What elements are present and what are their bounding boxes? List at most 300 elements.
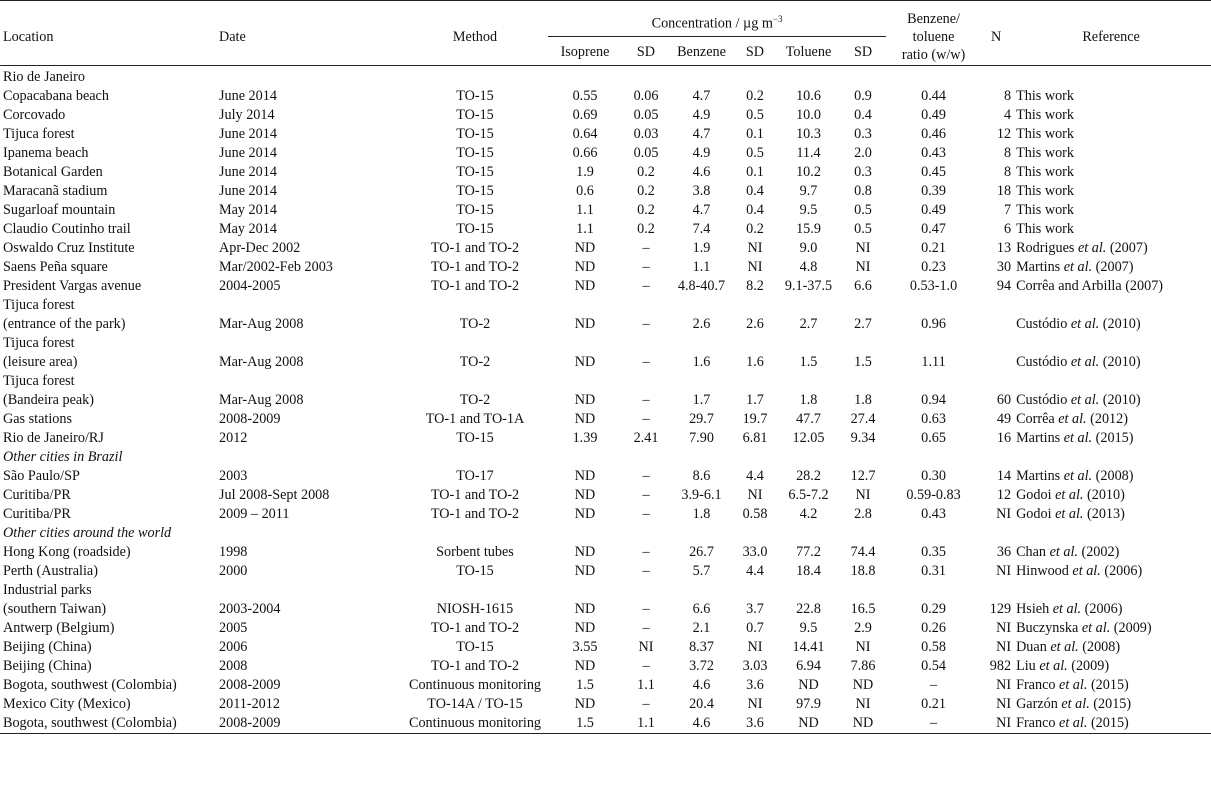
reference-year: (2010) — [1099, 315, 1141, 332]
cell-sd-toluene: 1.8 — [854, 391, 872, 408]
cell-reference — [1011, 695, 1211, 714]
cell-location: Beijing (China) — [3, 657, 92, 674]
cell-toluene: 12.05 — [792, 429, 825, 446]
header-toluene: Toluene — [785, 43, 832, 60]
cell-sd-toluene: 0.4 — [854, 106, 872, 123]
cell-sd-benzene: NI — [747, 239, 763, 256]
cell-isoprene: ND — [574, 486, 596, 503]
section-row — [0, 448, 1211, 467]
cell-sd-toluene: 2.0 — [854, 144, 872, 161]
cell-ratio: 0.45 — [921, 163, 946, 180]
cell-isoprene: 0.64 — [572, 125, 598, 142]
reference-etal: et al. — [1081, 619, 1111, 636]
header-reference: Reference — [1082, 29, 1140, 46]
cell-toluene: 28.2 — [796, 467, 821, 484]
cell-ratio: 0.21 — [921, 695, 946, 712]
cell-sd-benzene: 0.1 — [746, 125, 764, 142]
cell-sd-toluene: 2.8 — [854, 505, 872, 522]
table-row — [0, 277, 1211, 296]
cell-location: Corcovado — [3, 106, 66, 123]
cell-benzene: 8.6 — [692, 467, 711, 484]
table-row — [0, 125, 1211, 144]
cell-benzene: 29.7 — [689, 410, 714, 427]
reference-etal: et al. — [1077, 239, 1107, 256]
cell-date: 2009 – 2011 — [219, 505, 290, 522]
reference-author: Corrêa — [1016, 410, 1059, 427]
cell-date: Jul 2008-Sept 2008 — [219, 486, 330, 503]
cell-n: 60 — [996, 391, 1012, 408]
reference-year: (2010) — [1083, 486, 1125, 503]
cell-benzene: 1.1 — [692, 258, 711, 275]
cell-isoprene: ND — [574, 258, 596, 275]
cell-location: Saens Peña square — [3, 258, 108, 275]
cell-reference — [1011, 125, 1211, 144]
table-row — [0, 353, 1211, 372]
cell-date: 2003-2004 — [219, 600, 281, 617]
cell-sd-benzene: 4.4 — [746, 562, 764, 579]
cell-date: Mar-Aug 2008 — [219, 353, 304, 370]
cell-sd-isoprene: – — [642, 258, 650, 275]
cell-sd-toluene: ND — [852, 714, 874, 731]
cell-n: 30 — [996, 258, 1012, 275]
cell-method: TO-15 — [456, 106, 494, 123]
cell-ratio: 0.39 — [921, 182, 946, 199]
cell-method: TO-1 and TO-2 — [430, 505, 520, 522]
cell-n: 982 — [989, 657, 1012, 674]
cell-isoprene: ND — [574, 657, 596, 674]
reference-author: This work — [1016, 201, 1074, 218]
cell-sd-benzene: 0.58 — [742, 505, 768, 522]
reference-etal: et al. — [1063, 258, 1093, 275]
cell-isoprene: ND — [574, 467, 596, 484]
cell-location: São Paulo/SP — [3, 467, 80, 484]
cell-date: May 2014 — [219, 220, 277, 237]
cell-ratio: 0.29 — [921, 600, 946, 617]
cell-location: Hong Kong (roadside) — [3, 543, 131, 560]
cell-benzene: 4.7 — [692, 87, 711, 104]
reference-year: (2006) — [1081, 600, 1123, 617]
cell-n: 94 — [996, 277, 1012, 294]
cell-toluene: 6.5-7.2 — [788, 486, 829, 503]
cell-sd-isoprene: 0.2 — [637, 220, 655, 237]
cell-location: Curitiba/PR — [3, 505, 71, 522]
header-location: Location — [3, 29, 54, 46]
cell-ratio: 0.26 — [921, 619, 946, 636]
cell-sd-toluene: 9.34 — [850, 429, 876, 446]
reference-etal: et al. — [1061, 695, 1090, 712]
cell-method: TO-2 — [459, 315, 491, 332]
cell-toluene: 10.3 — [796, 125, 821, 142]
cell-n: NI — [996, 638, 1012, 655]
cell-method: TO-14A / TO-15 — [427, 695, 523, 712]
reference-author: This work — [1016, 125, 1074, 142]
header-ratio-line3: ratio (w/w) — [901, 47, 966, 63]
table-row — [0, 410, 1211, 429]
cell-sd-isoprene: 0.2 — [637, 163, 655, 180]
cell-sd-isoprene: 1.1 — [637, 676, 655, 693]
cell-sd-toluene: NI — [855, 258, 871, 275]
cell-reference — [1011, 486, 1211, 505]
cell-benzene: 3.9-6.1 — [681, 486, 722, 503]
cell-isoprene: 1.9 — [576, 163, 594, 180]
reference-etal: et al. — [1063, 467, 1093, 484]
cell-sd-benzene: 0.4 — [746, 201, 764, 218]
cell-date: June 2014 — [219, 125, 277, 142]
section-row — [0, 334, 1211, 353]
cell-sd-isoprene: 0.2 — [637, 182, 655, 199]
section-label: Rio de Janeiro — [3, 68, 85, 85]
cell-sd-toluene: 6.6 — [854, 277, 872, 294]
cell-method: TO-15 — [456, 125, 494, 142]
reference-etal: et al. — [1070, 391, 1100, 408]
cell-ratio: 0.49 — [921, 106, 946, 123]
reference-year: (2010) — [1099, 391, 1141, 408]
cell-sd-toluene: 2.7 — [854, 315, 872, 332]
cell-sd-toluene: 7.86 — [850, 657, 876, 674]
cell-sd-toluene: 0.8 — [854, 182, 872, 199]
reference-etal: et al. — [1059, 676, 1088, 693]
cell-reference — [1011, 657, 1211, 676]
reference-etal: et al. — [1072, 562, 1101, 579]
cell-sd-isoprene: – — [642, 543, 650, 560]
cell-benzene: 5.7 — [692, 562, 711, 579]
cell-n: 7 — [1003, 201, 1012, 218]
cell-sd-benzene: NI — [747, 258, 763, 275]
cell-toluene: 6.94 — [796, 657, 821, 674]
cell-sd-benzene: 3.03 — [742, 657, 768, 674]
cell-isoprene: 1.5 — [576, 676, 594, 693]
cell-sd-benzene: 0.5 — [746, 144, 764, 161]
cell-method: Continuous monitoring — [408, 676, 542, 693]
reference-author: Custódio — [1016, 391, 1071, 408]
cell-reference — [1011, 714, 1211, 734]
reference-etal: et al. — [1052, 600, 1082, 617]
cell-reference — [1011, 410, 1211, 429]
cell-sd-toluene: ND — [852, 676, 874, 693]
cell-n: 49 — [996, 410, 1012, 427]
cell-reference — [1011, 391, 1211, 410]
cell-method: TO-15 — [456, 562, 494, 579]
header-concentration-label: Concentration / µg m — [651, 15, 773, 32]
cell-sd-benzene: 3.7 — [746, 600, 764, 617]
cell-ratio: 0.44 — [921, 87, 946, 104]
cell-ratio: 0.23 — [921, 258, 946, 275]
cell-sd-benzene: 0.2 — [746, 220, 764, 237]
cell-benzene: 4.9 — [692, 106, 711, 123]
cell-method: TO-15 — [456, 429, 494, 446]
cell-sd-toluene: 16.5 — [850, 600, 876, 617]
cell-toluene: 97.9 — [796, 695, 821, 712]
cell-date: 2008-2009 — [219, 410, 281, 427]
table-row — [0, 315, 1211, 334]
table-row — [0, 201, 1211, 220]
cell-isoprene: 1.1 — [576, 220, 594, 237]
cell-sd-toluene: 0.5 — [854, 201, 872, 218]
header-sd-toluene: SD — [853, 43, 873, 60]
table-row — [0, 714, 1211, 734]
cell-location: Rio de Janeiro/RJ — [3, 429, 104, 446]
header-date: Date — [219, 29, 246, 46]
cell-isoprene: ND — [574, 505, 596, 522]
cell-sd-isoprene: – — [642, 695, 650, 712]
cell-reference — [1011, 638, 1211, 657]
reference-author: Custódio — [1016, 315, 1071, 332]
reference-author: This work — [1016, 144, 1074, 161]
cell-n: 6 — [1003, 220, 1012, 237]
cell-date: Mar-Aug 2008 — [219, 391, 304, 408]
cell-ratio: 0.94 — [921, 391, 946, 408]
cell-sd-benzene: 0.5 — [746, 106, 764, 123]
cell-toluene: 15.9 — [796, 220, 821, 237]
reference-year: (2006) — [1100, 562, 1143, 579]
cell-benzene: 4.6 — [692, 714, 711, 731]
section-row — [0, 65, 1211, 87]
cell-isoprene: ND — [574, 353, 596, 370]
cell-sd-benzene: 6.81 — [742, 429, 768, 446]
reference-author: Duan — [1016, 638, 1051, 655]
cell-sd-toluene: 74.4 — [850, 543, 876, 560]
cell-isoprene: 0.6 — [576, 182, 594, 199]
cell-location: (southern Taiwan) — [3, 600, 107, 617]
table-row — [0, 239, 1211, 258]
reference-year: (2013) — [1083, 505, 1125, 522]
cell-benzene: 4.9 — [692, 144, 711, 161]
cell-method: TO-1 and TO-2 — [430, 277, 520, 294]
header-n: N — [990, 29, 1002, 46]
cell-toluene: ND — [798, 714, 819, 731]
cell-ratio: 1.11 — [921, 353, 946, 370]
cell-reference — [1011, 277, 1211, 296]
cell-ratio: 0.49 — [921, 201, 946, 218]
cell-method: TO-2 — [459, 353, 491, 370]
reference-year: (2009) — [1067, 657, 1110, 674]
cell-reference — [1011, 220, 1211, 239]
cell-benzene: 20.4 — [689, 695, 714, 712]
cell-ratio: 0.30 — [921, 467, 946, 484]
cell-benzene: 4.7 — [692, 125, 711, 142]
reference-author: Martins — [1016, 258, 1064, 275]
cell-isoprene: ND — [574, 562, 596, 579]
cell-n: 8 — [1003, 163, 1012, 180]
cell-benzene: 8.37 — [689, 638, 714, 655]
cell-toluene: 14.41 — [792, 638, 825, 655]
cell-isoprene: 0.66 — [572, 144, 598, 161]
header-method: Method — [452, 29, 498, 46]
section-row — [0, 581, 1211, 600]
cell-ratio: 0.53-1.0 — [909, 277, 958, 294]
cell-date: 1998 — [219, 543, 248, 560]
table-row — [0, 467, 1211, 486]
cell-toluene: 11.4 — [796, 144, 821, 161]
cell-n: NI — [996, 562, 1012, 579]
reference-year: (2015) — [1087, 676, 1129, 693]
cell-toluene: 10.6 — [796, 87, 821, 104]
reference-year: (2008) — [1078, 638, 1121, 655]
cell-sd-benzene: 0.1 — [746, 163, 764, 180]
cell-n: 12 — [996, 125, 1012, 142]
cell-method: TO-1 and TO-2 — [430, 486, 520, 503]
cell-date: June 2014 — [219, 182, 277, 199]
cell-location: Gas stations — [3, 410, 72, 427]
cell-ratio: – — [930, 714, 938, 731]
cell-benzene: 4.7 — [692, 201, 711, 218]
section-row — [0, 372, 1211, 391]
cell-location: Claudio Coutinho trail — [3, 220, 131, 237]
cell-sd-toluene: NI — [855, 486, 871, 503]
cell-ratio: – — [930, 676, 938, 693]
cell-toluene: 22.8 — [796, 600, 821, 617]
reference-author: Hsieh — [1016, 600, 1053, 617]
cell-toluene: 9.5 — [799, 619, 818, 636]
reference-year: (2002) — [1077, 543, 1120, 560]
cell-isoprene: ND — [574, 619, 596, 636]
cell-location: Antwerp (Belgium) — [3, 619, 115, 636]
cell-n — [981, 353, 1011, 372]
cell-sd-isoprene: – — [642, 600, 650, 617]
cell-reference — [1011, 201, 1211, 220]
cell-benzene: 2.1 — [692, 619, 711, 636]
cell-benzene: 4.6 — [692, 676, 711, 693]
section-label: Tijuca forest — [3, 372, 75, 389]
cell-sd-benzene: NI — [747, 638, 763, 655]
cell-sd-isoprene: – — [642, 467, 650, 484]
cell-benzene: 4.8-40.7 — [677, 277, 726, 294]
cell-sd-toluene: 0.5 — [854, 220, 872, 237]
cell-n: NI — [996, 714, 1012, 731]
cell-isoprene: ND — [574, 277, 596, 294]
table-row — [0, 106, 1211, 125]
cell-toluene: ND — [798, 676, 819, 693]
table-row — [0, 562, 1211, 581]
section-row — [0, 296, 1211, 315]
cell-toluene: 2.7 — [799, 315, 818, 332]
cell-date: 2000 — [219, 562, 248, 579]
cell-location: Copacabana beach — [3, 87, 109, 104]
cell-sd-benzene: 0.7 — [746, 619, 764, 636]
cell-sd-benzene: NI — [747, 695, 763, 712]
cell-location: Ipanema beach — [3, 144, 89, 161]
cell-sd-benzene: 3.6 — [746, 714, 764, 731]
cell-n: 13 — [996, 239, 1012, 256]
cell-sd-isoprene: 0.03 — [633, 125, 659, 142]
cell-method: Continuous monitoring — [408, 714, 542, 731]
cell-toluene: 9.7 — [799, 182, 818, 199]
cell-method: TO-15 — [456, 638, 494, 655]
cell-location: Tijuca forest — [3, 125, 75, 142]
cell-method: TO-17 — [456, 467, 494, 484]
table-row — [0, 182, 1211, 201]
cell-ratio: 0.31 — [921, 562, 946, 579]
cell-benzene: 1.8 — [692, 505, 711, 522]
cell-sd-isoprene: 1.1 — [637, 714, 655, 731]
cell-toluene: 4.2 — [799, 505, 818, 522]
cell-benzene: 7.90 — [689, 429, 714, 446]
reference-etal: et al. — [1063, 429, 1093, 446]
cell-reference — [1011, 87, 1211, 106]
cell-ratio: 0.47 — [921, 220, 946, 237]
cell-method: TO-2 — [459, 391, 491, 408]
cell-sd-toluene: 2.9 — [854, 619, 872, 636]
cell-toluene: 77.2 — [796, 543, 821, 560]
cell-date: May 2014 — [219, 201, 277, 218]
reference-author: Hinwood — [1016, 562, 1073, 579]
cell-sd-benzene: 0.2 — [746, 87, 764, 104]
section-label: Other cities around the world — [3, 524, 172, 541]
cell-reference — [1011, 106, 1211, 125]
cell-sd-isoprene: – — [642, 657, 650, 674]
cell-ratio: 0.43 — [921, 505, 946, 522]
cell-toluene: 47.7 — [796, 410, 821, 427]
cell-date: Mar/2002-Feb 2003 — [219, 258, 333, 275]
cell-location: Botanical Garden — [3, 163, 103, 180]
cell-date: 2004-2005 — [219, 277, 281, 294]
table-row — [0, 429, 1211, 448]
cell-sd-isoprene: – — [642, 410, 650, 427]
cell-ratio: 0.59-0.83 — [906, 486, 961, 503]
header-ratio — [886, 1, 981, 66]
cell-sd-isoprene: 2.41 — [633, 429, 659, 446]
cell-sd-isoprene: 0.05 — [633, 144, 659, 161]
cell-sd-isoprene: 0.06 — [633, 87, 659, 104]
cell-sd-toluene: NI — [855, 695, 871, 712]
cell-ratio: 0.63 — [921, 410, 946, 427]
cell-benzene: 2.6 — [692, 315, 711, 332]
cell-location: Mexico City (Mexico) — [3, 695, 131, 712]
reference-year: (2009) — [1110, 619, 1152, 636]
cell-reference — [1011, 239, 1211, 258]
cell-n: 18 — [996, 182, 1012, 199]
cell-n: 16 — [996, 429, 1012, 446]
cell-sd-isoprene: – — [642, 353, 650, 370]
table-row — [0, 695, 1211, 714]
cell-reference — [1011, 258, 1211, 277]
table-row — [0, 486, 1211, 505]
cell-sd-isoprene: – — [642, 277, 650, 294]
cell-n: 14 — [996, 467, 1012, 484]
reference-year: (2015) — [1092, 429, 1134, 446]
cell-date: June 2014 — [219, 163, 277, 180]
cell-date: 2008-2009 — [219, 676, 281, 693]
cell-isoprene: 0.69 — [572, 106, 598, 123]
cell-toluene: 9.1-37.5 — [784, 277, 833, 294]
cell-n — [981, 315, 1011, 334]
cell-sd-benzene: 0.4 — [746, 182, 764, 199]
cell-sd-isoprene: 0.2 — [637, 201, 655, 218]
reference-author: Garzón — [1016, 695, 1062, 712]
cell-n: NI — [996, 505, 1012, 522]
table-row — [0, 543, 1211, 562]
header-sd-isoprene: SD — [636, 43, 656, 60]
header-sd-benzene: SD — [745, 43, 765, 60]
reference-author: Rodrigues — [1016, 239, 1078, 256]
table-row — [0, 619, 1211, 638]
cell-date: 2012 — [219, 429, 248, 446]
section-label: Tijuca forest — [3, 334, 75, 351]
header-benzene: Benzene — [677, 43, 726, 60]
cell-method: NIOSH-1615 — [436, 600, 514, 617]
cell-ratio: 0.35 — [921, 543, 946, 560]
reference-year: (2007) — [1106, 239, 1148, 256]
reference-author: Franco — [1016, 714, 1060, 731]
reference-year: (2007) — [1092, 258, 1134, 275]
cell-reference — [1011, 676, 1211, 695]
reference-etal: et al. — [1050, 638, 1079, 655]
cell-ratio: 0.43 — [921, 144, 946, 161]
section-label: Other cities in Brazil — [3, 448, 123, 465]
table-row — [0, 258, 1211, 277]
cell-method: TO-15 — [456, 144, 494, 161]
cell-date: 2006 — [219, 638, 248, 655]
